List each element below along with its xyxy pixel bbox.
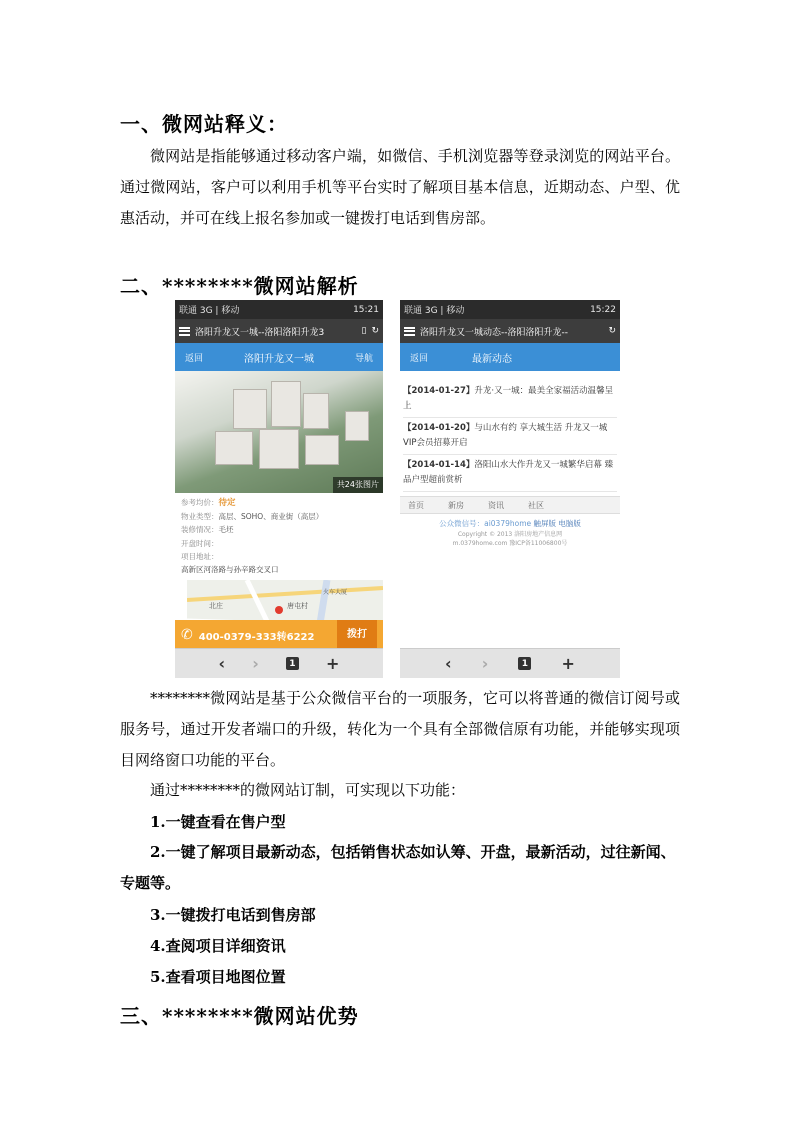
phone-icon: ✆ [181, 627, 193, 643]
menu-icon[interactable] [179, 327, 190, 336]
nav-title: 最新动态 [472, 353, 513, 365]
news-item[interactable]: 【2014-01-20】与山水有约 享大城生活 升龙又一城VIP会员招募开启 [403, 418, 617, 455]
section-1-heading: 一、微网站释义： [120, 112, 288, 136]
status-carrier: 联通 3G | 移动 [404, 306, 465, 316]
back-link[interactable]: 返回 [410, 353, 429, 364]
copyright-text: Copyright © 2013 洛阳房地产信息网 [457, 531, 563, 538]
new-tab-icon[interactable]: + [326, 654, 340, 673]
price-value: 待定 [218, 498, 236, 508]
hotline-number[interactable]: 400-0379-333转6222 [198, 631, 315, 643]
call-bar [175, 620, 383, 650]
call-button[interactable]: 拨打 [337, 620, 377, 650]
forward-arrow-icon[interactable]: › [252, 654, 259, 673]
book-icon[interactable]: ▯ [361, 326, 367, 336]
tab-count-icon[interactable]: 1 [518, 657, 531, 670]
refresh-icon[interactable]: ↻ [371, 326, 379, 336]
status-time: 15:21 [353, 304, 379, 315]
tab-count-icon[interactable]: 1 [286, 657, 299, 670]
status-time: 15:22 [590, 304, 616, 315]
feature-item: 4.查阅项目详细资讯 [150, 937, 286, 955]
news-item[interactable]: 【2014-01-27】升龙·又一城：最美全家福活动温馨呈上 [403, 381, 617, 418]
footer-links[interactable]: 触屏版 电脑版 [533, 519, 581, 528]
feature-item: 1.一键查看在售户型 [150, 813, 286, 831]
map-label: 北庄 [209, 602, 223, 610]
subnav-news[interactable]: 资讯 [488, 500, 504, 510]
project-address: 高新区河洛路与孙辛路交叉口 [181, 565, 279, 575]
refresh-icon[interactable]: ↻ [608, 326, 616, 336]
subnav-new-homes[interactable]: 新房 [448, 500, 464, 510]
url-text[interactable]: 洛阳升龙又一城--洛阳洛阳升龙3 [195, 327, 325, 338]
section-1-paragraph: 微网站是指能够通过移动客户端，如微信、手机浏览器等登录浏览的网站平台。通过微网站，客户可以利用手机等平台实时了解项目基本信息，近期动态、户型、优惠活动，并可在线上报名参加或一键拨打电话到售房部。 [120, 147, 680, 227]
status-bar [400, 300, 620, 319]
nav-title: 洛阳升龙又一城 [244, 353, 314, 365]
section-2-heading: 二、********微网站解析 [120, 274, 359, 298]
news-item[interactable]: 【2014-01-14】洛阳山水大作升龙又一城繁华启幕 臻品户型超前赏析 [403, 455, 617, 492]
browser-bottom-bar [175, 648, 383, 678]
navigation-link[interactable]: 导航 [354, 353, 373, 364]
site-nav-bar [400, 343, 620, 371]
subnav-community[interactable]: 社区 [528, 500, 544, 510]
section-3-heading: 三、********微网站优势 [120, 1004, 359, 1028]
feature-item: 3.一键拨打电话到售房部 [150, 906, 316, 924]
footer-wechat: 公众微信号：ai0379home [439, 519, 532, 528]
project-rendering-image[interactable] [175, 371, 383, 493]
map-pin-icon [275, 606, 283, 614]
menu-icon[interactable] [404, 327, 415, 336]
forward-arrow-icon[interactable]: › [481, 654, 489, 673]
new-tab-icon[interactable]: + [561, 654, 575, 673]
project-info-list: 参考均价：待定 物业类型：高层、SOHO、商业街（高层） 装修情况：毛坯 开盘时间： 项目地址： 高新区河洛路与孙辛路交叉口 [175, 493, 383, 579]
status-bar [175, 300, 383, 319]
image-count-caption: 共24张图片 [333, 477, 383, 493]
subnav-home[interactable]: 首页 [408, 500, 424, 510]
status-carrier: 联通 3G | 移动 [179, 306, 240, 316]
section-2-paragraph-1: ********微网站是基于公众微信平台的一项服务，它可以将普通的微信订阅号或服务号，通过开发者端口的升级，转化为一个具有全部微信原有功能，并能够实现项目网络窗口功能的平台。 [120, 689, 680, 769]
map-label: 唐屯村 [287, 602, 308, 610]
browser-bottom-bar [400, 648, 620, 678]
back-arrow-icon[interactable]: ‹ [445, 654, 452, 673]
browser-url-bar[interactable] [175, 319, 383, 343]
news-list [400, 377, 620, 496]
phone-screenshot-news [400, 300, 620, 678]
site-nav-bar [175, 343, 383, 371]
feature-item: 5.查看项目地图位置 [150, 968, 286, 986]
back-link[interactable]: 返回 [185, 353, 204, 364]
icp-text: m.0379home.com 豫ICP备11006800号 [452, 540, 568, 547]
back-arrow-icon[interactable]: ‹ [218, 654, 226, 673]
url-text[interactable]: 洛阳升龙又一城动态--洛阳洛阳升龙-- [420, 327, 568, 338]
section-2-paragraph-2: 通过********的微网站订制，可实现以下功能： [150, 781, 466, 799]
browser-url-bar[interactable] [400, 319, 620, 343]
phone-screenshot-project [175, 300, 383, 678]
feature-item: 2.一键了解项目最新动态，包括销售状态如认筹、开盘，最新活动，过往新闻、专题等。 [120, 843, 676, 892]
site-sub-nav [400, 496, 620, 514]
map-label: 火车大厦 [323, 589, 348, 596]
site-footer [400, 514, 620, 530]
